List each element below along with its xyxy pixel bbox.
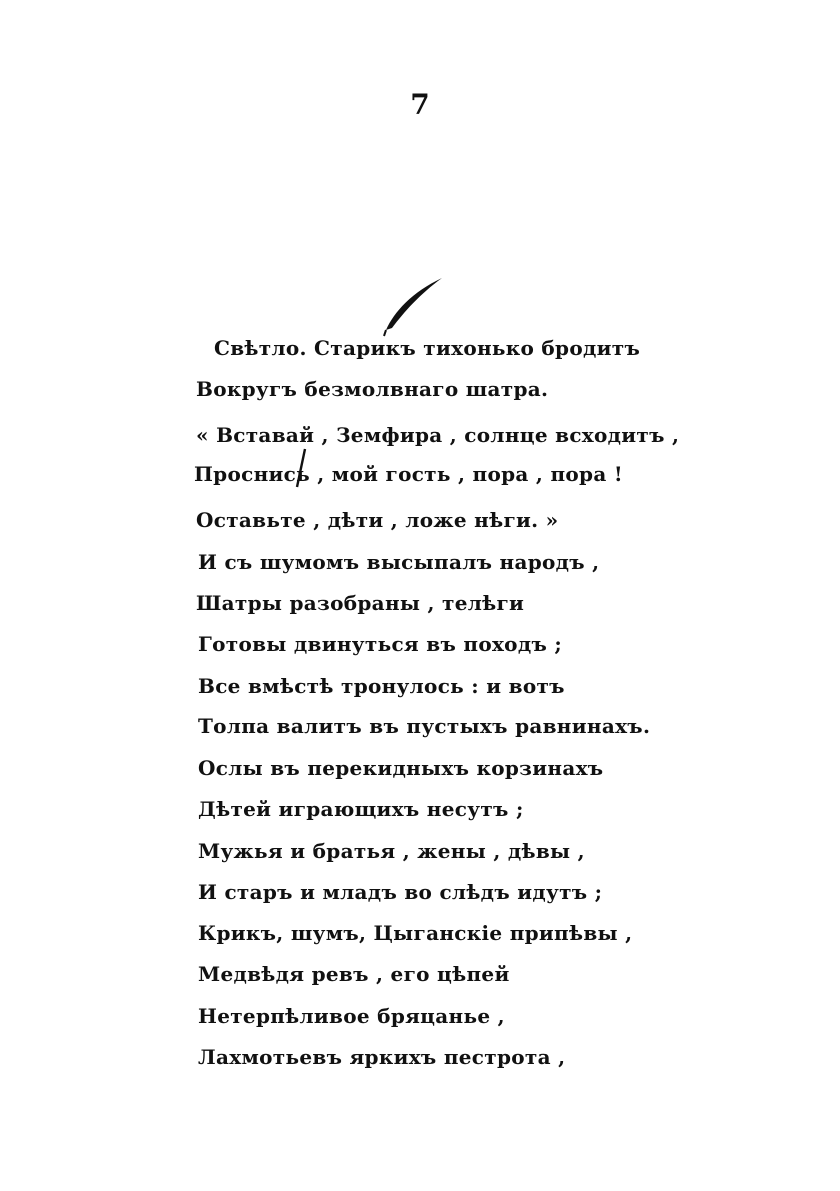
poem-line-10: Толпа валитъ въ пустыхъ равнинахъ. xyxy=(198,714,651,738)
poem-line-18: Лахмотьевъ яркихъ пестрота , xyxy=(198,1045,566,1069)
poem-line-7: Шатры разобраны , телѣги xyxy=(196,591,525,615)
poem-line-8: Готовы двинуться въ походъ ; xyxy=(198,632,563,656)
poem-line-13: Мужья и братья , жены , дѣвы , xyxy=(198,839,585,863)
poem-line-2: Вокругъ безмолвнаго шатра. xyxy=(196,377,549,401)
poem-line-4: Проснись , мой гость , пора , пора ! xyxy=(194,462,623,486)
poem-line-1: Свѣтло. Старикъ тихонько бродитъ xyxy=(214,336,641,360)
poem-line-5: Оставьте , дѣти , ложе нѣги. » xyxy=(196,508,559,532)
page-number: 7 xyxy=(410,88,430,121)
poem-line-6: И съ шумомъ высыпалъ народъ , xyxy=(198,550,600,574)
poem-line-14: И старъ и младъ во слѣдъ идутъ ; xyxy=(198,880,603,904)
poem-line-12: Дѣтей играющихъ несутъ ; xyxy=(198,797,524,821)
poem-line-15: Крикъ, шумъ, Цыганскіе припѣвы , xyxy=(198,921,633,945)
poem-line-11: Ослы въ перекидныхъ корзинахъ xyxy=(198,756,604,780)
poem-line-9: Все вмѣстѣ тронулось : и вотъ xyxy=(198,674,565,698)
poem-line-17: Нетерпѣливое бряцанье , xyxy=(198,1004,505,1028)
poem-line-16: Медвѣдя ревъ , его цѣпей xyxy=(198,962,510,986)
poem-line-3: « Вставай , Земфира , солнце всходитъ , xyxy=(196,423,680,447)
